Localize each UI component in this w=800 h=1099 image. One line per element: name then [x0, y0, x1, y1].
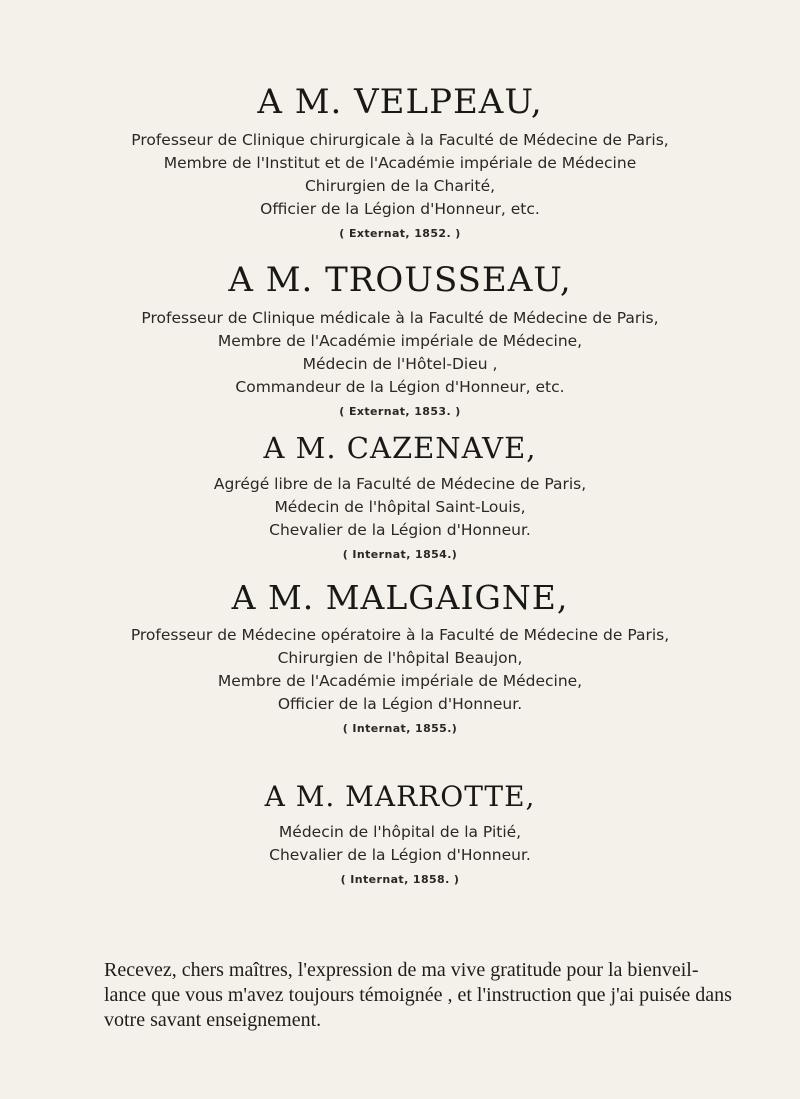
closing-line: lance que vous m'avez toujours témoignée , et l'instruction que j'ai puisée dans	[104, 984, 732, 1006]
dedication-line: Chirurgien de la Charité,	[304, 177, 496, 196]
dedication-line: Commandeur de la Légion d'Honneur, etc.	[235, 378, 565, 397]
year-note: ( Internat, 1858. )	[340, 872, 460, 886]
dedication-line: Membre de l'Institut et de l'Académie impériale de Médecine	[163, 154, 637, 173]
closing-paragraph	[104, 958, 732, 1033]
dedication-cazenave	[0, 433, 800, 561]
year-note: ( Internat, 1854.)	[342, 547, 458, 561]
dedication-malgaigne	[0, 580, 800, 735]
dedication-line: Professeur de Médecine opératoire à la Faculté de Médecine de Paris,	[130, 626, 670, 645]
dedication-trousseau	[0, 262, 800, 418]
dedication-line: Chevalier de la Légion d'Honneur.	[269, 845, 531, 864]
dedication-line: Officier de la Légion d'Honneur.	[277, 695, 523, 714]
dedication-line: Médecin de l'hôpital Saint-Louis,	[274, 497, 526, 516]
dedication-heading: A M. TROUSSEAU,	[228, 260, 572, 300]
dedication-marrotte	[0, 782, 800, 886]
dedication-line: Médecin de l'hôpital de la Pitié,	[278, 822, 522, 841]
year-note: ( Internat, 1855.)	[342, 722, 458, 736]
closing-line: Recevez, chers maîtres, l'expression de ma vive gratitude pour la bienveil-	[104, 959, 699, 981]
dedication-line: Officier de la Légion d'Honneur, etc.	[260, 200, 540, 219]
year-note: ( Externat, 1853. )	[339, 405, 461, 419]
closing-line: votre savant enseignement.	[104, 1009, 322, 1031]
dedication-velpeau	[0, 84, 800, 240]
dedication-line: Chevalier de la Légion d'Honneur.	[269, 520, 531, 539]
dedication-line: Membre de l'Académie impériale de Médecine,	[217, 672, 583, 691]
dedication-line: Chirurgien de l'hôpital Beaujon,	[277, 649, 523, 668]
year-note: ( Externat, 1852. )	[339, 227, 461, 241]
dedication-line: Professeur de Clinique médicale à la Faculté de Médecine de Paris,	[141, 309, 659, 328]
dedication-heading: A M. VELPEAU,	[257, 82, 543, 122]
dedication-line: Professeur de Clinique chirurgicale à la Faculté de Médecine de Paris,	[131, 131, 669, 150]
dedication-line: Agrégé libre de la Faculté de Médecine de Paris,	[213, 474, 587, 493]
dedication-heading: A M. CAZENAVE,	[263, 431, 537, 465]
dedication-heading: A M. MARROTTE,	[264, 780, 536, 813]
dedication-line: Médecin de l'Hôtel-Dieu ,	[302, 355, 498, 374]
dedication-line: Membre de l'Académie impériale de Médecine,	[217, 332, 583, 351]
dedication-heading: A M. MALGAIGNE,	[231, 578, 569, 617]
